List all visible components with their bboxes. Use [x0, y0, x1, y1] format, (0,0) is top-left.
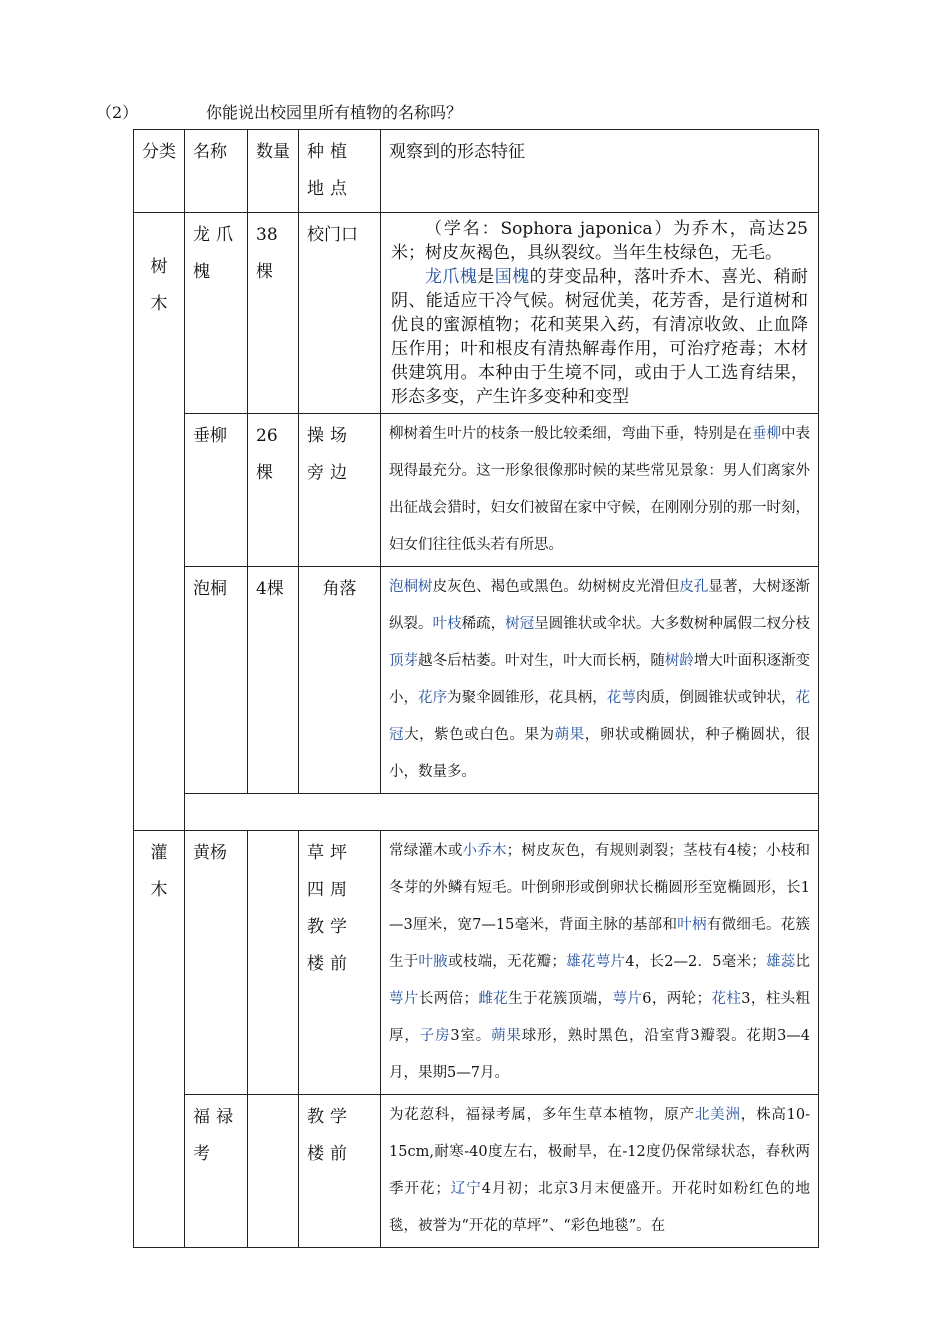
plant-location: 草坪四周教学楼前 — [299, 831, 381, 1095]
description-text: 显著，大树逐渐纵裂。 — [389, 579, 811, 632]
header-name: 名称 — [185, 130, 248, 213]
description-text: ，卵状或椭圆状，种子椭圆状，很小，数量多。 — [389, 727, 811, 780]
description-text: 6，两轮； — [642, 991, 712, 1007]
description-paragraph — [389, 416, 810, 564]
header-features: 观察到的形态特征 — [381, 130, 819, 213]
header-count: 数量 — [248, 130, 299, 213]
description-paragraph — [389, 1097, 810, 1245]
term-link[interactable]: 子房 — [419, 1028, 451, 1044]
description-text: 为聚伞圆锥形，花具柄， — [447, 690, 607, 706]
term-link[interactable]: 蒴果 — [554, 727, 585, 743]
table-row — [134, 213, 819, 414]
description-text: 有微细毛。花簇生于 — [389, 917, 811, 970]
term-link[interactable]: 雄蕊 — [765, 954, 796, 970]
plant-description — [381, 567, 819, 794]
plant-name: 泡桐 — [185, 567, 248, 794]
category-trees: 树 木 — [134, 213, 185, 831]
description-text: 常绿灌木或 — [389, 843, 463, 859]
table-row — [134, 831, 819, 1095]
description-text: 比 — [795, 954, 811, 970]
header-category: 分类 — [134, 130, 185, 213]
plant-name: 垂柳 — [185, 414, 248, 567]
section-heading — [96, 100, 462, 123]
section-question: 你能说出校园里所有植物的名称吗？ — [206, 103, 463, 122]
term-link[interactable]: 龙爪槐 — [425, 267, 478, 287]
description-text: 长两倍； — [418, 991, 478, 1007]
description-text: 或枝端，无花瓣； — [448, 954, 566, 970]
term-link[interactable]: 花序 — [418, 690, 448, 706]
term-link[interactable]: 树冠 — [505, 616, 535, 632]
description-text: 3，柱头粗厚， — [389, 991, 811, 1044]
description-text: 球形，熟时黑色，沿室背3瓣裂。花期3—4月，果期5—7月。 — [389, 1028, 811, 1081]
description-text: 4，长2—2．5毫米； — [625, 954, 766, 970]
table-row — [134, 414, 819, 567]
term-link[interactable]: 花冠 — [389, 690, 811, 743]
description-text: 为花荵科，福禄考属，多年生草本植物，原产 — [389, 1107, 695, 1123]
description-text: ；树皮灰色，有规则剥裂；茎枝有4棱；小枝和冬芽的外鳞有短毛。叶倒卵形或倒卵状长椭圆形至宽椭圆形，长1—3厘米，宽7—15毫米，背面主脉的基部和 — [389, 843, 810, 933]
term-link[interactable]: 辽宁 — [449, 1181, 482, 1197]
plant-count — [248, 831, 299, 1095]
plant-location: 角落 — [299, 567, 381, 794]
plant-count: 38棵 — [248, 213, 299, 414]
plant-location: 校门口 — [299, 213, 381, 414]
plant-location: 操场旁边 — [299, 414, 381, 567]
plant-count: 4棵 — [248, 567, 299, 794]
plant-description — [381, 831, 819, 1095]
description-text: 中表现得最充分。这一形象很像那时候的某些常见景象：男人们离家外出征战会猎时，妇女们被留在家中守候，在刚刚分别的那一时刻，妇女们往往低头若有所思。 — [389, 426, 811, 553]
plant-count: 26棵 — [248, 414, 299, 567]
term-link[interactable]: 北美洲 — [694, 1107, 741, 1123]
description-text: 增大叶面积逐渐变小， — [389, 653, 811, 706]
plant-location: 教学楼前 — [299, 1095, 381, 1248]
description-text: 大，紫色或白色。果为 — [404, 727, 555, 743]
plant-name: 福禄考 — [185, 1095, 248, 1248]
term-link[interactable]: 皮孔 — [679, 579, 709, 595]
description-text: 柳树着生叶片的枝条一般比较柔细，弯曲下垂，特别是在 — [389, 426, 752, 442]
term-link[interactable]: 国槐 — [494, 267, 530, 287]
term-link[interactable]: 雌花 — [477, 991, 509, 1007]
plant-description — [381, 1095, 819, 1248]
table-row — [134, 1095, 819, 1248]
category-shrubs: 灌 木 — [134, 831, 185, 1248]
term-link[interactable]: 萼片 — [612, 991, 643, 1007]
term-link[interactable]: 叶腋 — [418, 954, 449, 970]
plant-description — [381, 414, 819, 567]
term-link[interactable]: 花柱 — [711, 991, 742, 1007]
section-number: （2） — [96, 103, 139, 122]
description-text: 是 — [477, 267, 495, 287]
table-row — [134, 567, 819, 794]
description-paragraph — [391, 265, 808, 409]
description-text: 3室。 — [450, 1028, 492, 1044]
description-text: ，株高10-15cm,耐寒-40度左右，极耐旱，在-12度仍保常绿状态，春秋两季开花； — [389, 1107, 811, 1197]
term-link[interactable]: 花萼 — [606, 690, 636, 706]
plant-description — [381, 213, 819, 414]
description-text: （学名：Sophora japonica）为乔木，高达25米；树皮灰褐色，具纵裂纹。当年生枝绿色，无毛。 — [391, 219, 808, 263]
description-text: 肉质，倒圆锥状或钟状， — [635, 690, 796, 706]
term-link[interactable]: 小乔木 — [462, 843, 507, 859]
term-link[interactable]: 泡桐树 — [389, 579, 433, 595]
term-link[interactable]: 雄花萼片 — [565, 954, 626, 970]
description-text: 的芽变品种，落叶乔木、喜光、稍耐阴、能适应干冷气候。树冠优美，花芳香，是行道树和优良的蜜源植物；花和荚果入药，有清凉收敛、止血降压作用；叶和根皮有清热解毒作用，可治疗疮毒；木材供建筑用。本种由于生境不同，或由于人工选育结果，形态多变，产生许多变种和变型 — [391, 267, 809, 407]
header-row — [134, 130, 819, 213]
term-link[interactable]: 垂柳 — [751, 426, 781, 442]
header-location: 种植地点 — [299, 130, 381, 213]
plant-name: 黄杨 — [185, 831, 248, 1095]
description-paragraph — [389, 569, 810, 791]
description-text: 4月初；北京3月末便盛开。开花时如粉红色的地毯，被誉为“开花的草坪”、“彩色地毯”。在 — [389, 1181, 811, 1234]
description-text: 皮灰色、褐色或黑色。幼树树皮光滑但 — [432, 579, 680, 595]
term-link[interactable]: 叶枝 — [432, 616, 462, 632]
term-link[interactable]: 蒴果 — [491, 1028, 522, 1044]
term-link[interactable]: 顶芽 — [389, 653, 419, 669]
term-link[interactable]: 叶柄 — [677, 917, 707, 933]
blank-cell — [185, 794, 819, 831]
spacer-row — [134, 794, 819, 831]
description-text: 生于花簇顶端， — [508, 991, 613, 1007]
description-text: 呈圆锥状或伞状。大多数树种属假二杈分枝 — [534, 616, 811, 632]
description-text: 越冬后枯萎。叶对生，叶大而长柄，随 — [418, 653, 665, 669]
description-paragraph — [391, 217, 808, 265]
term-link[interactable]: 树龄 — [664, 653, 694, 669]
plant-name: 龙爪槐 — [185, 213, 248, 414]
term-link[interactable]: 萼片 — [389, 991, 419, 1007]
plant-count — [248, 1095, 299, 1248]
plant-table — [133, 129, 819, 1248]
description-paragraph — [389, 833, 810, 1092]
description-text: 稀疏， — [461, 616, 506, 632]
